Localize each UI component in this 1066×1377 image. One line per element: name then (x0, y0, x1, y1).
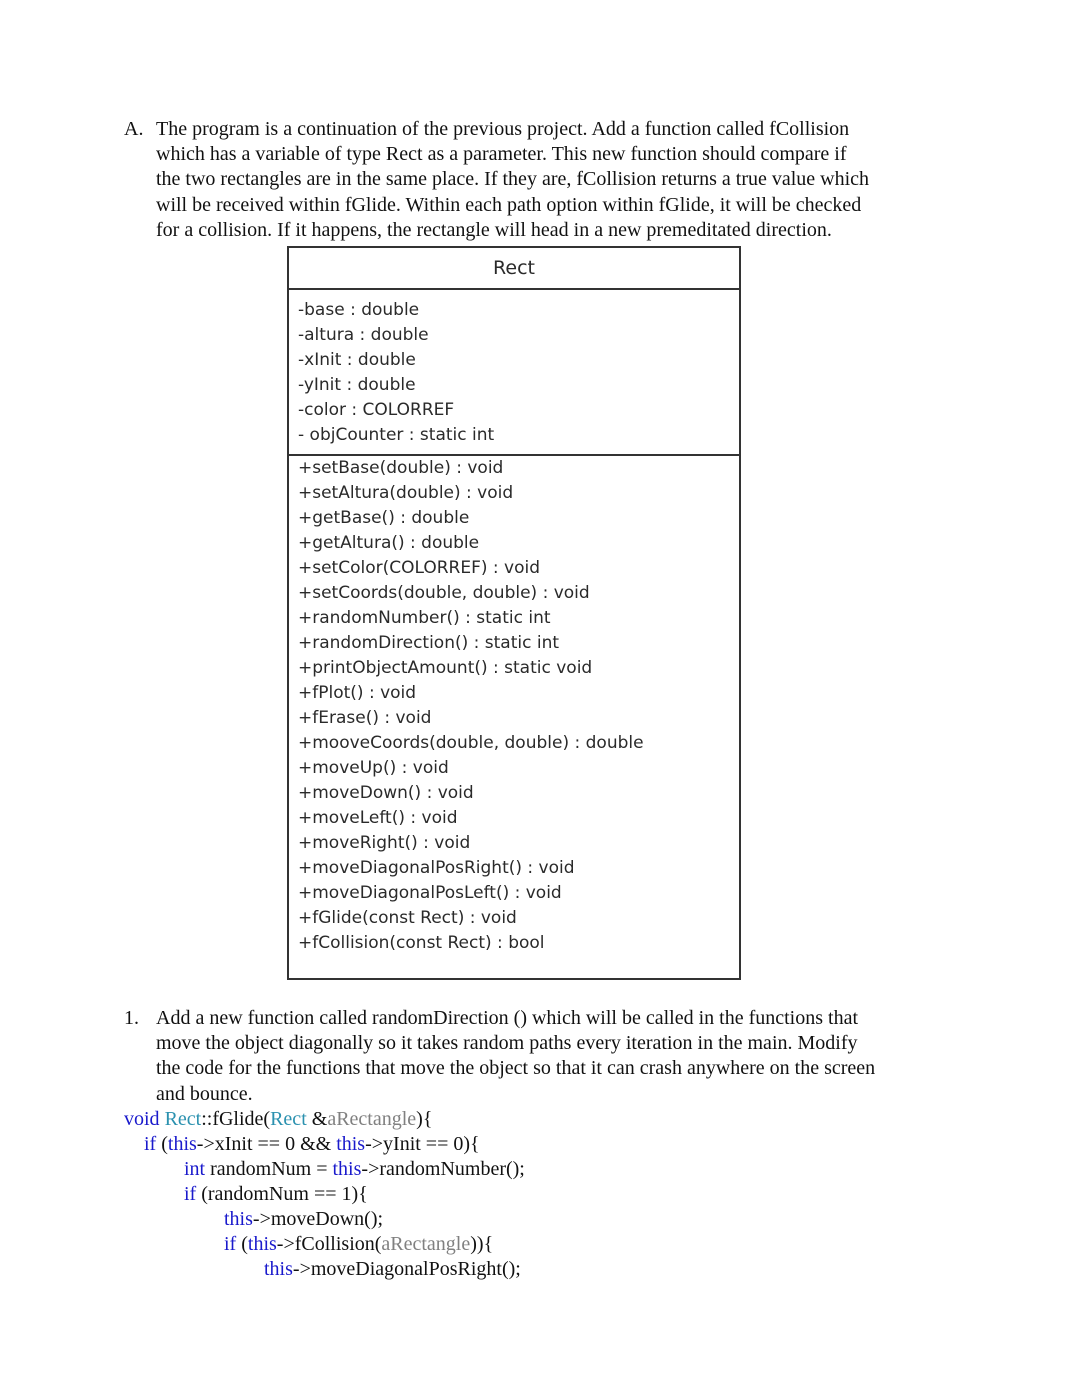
uml-method: +moveDiagonalPosRight() : void (298, 858, 575, 878)
code-text: ( (236, 1233, 248, 1255)
uml-method: +moveDown() : void (298, 783, 474, 803)
code-text: ->moveDiagonalPosRight(); (292, 1258, 521, 1280)
section-a-line: will be received within fGlide. Within each path option within fGlide, it will be checked (156, 193, 862, 216)
code-line (124, 1157, 525, 1182)
code-keyword: this (264, 1258, 293, 1280)
uml-method: +setBase(double) : void (298, 458, 504, 478)
uml-method: +moveRight() : void (298, 833, 471, 853)
code-keyword: int (184, 1158, 206, 1180)
item-1-line: and bounce. (156, 1082, 253, 1105)
uml-attribute: -altura : double (298, 325, 429, 345)
section-a-line: the two rectangles are in the same place. If they are, fCollision returns a true value which (156, 168, 870, 191)
uml-method: +fPlot() : void (298, 683, 417, 703)
uml-method: +fCollision(const Rect) : bool (298, 933, 545, 953)
section-a-marker: A. (124, 118, 144, 140)
uml-method: +moveUp() : void (298, 758, 449, 778)
code-param: aRectangle (327, 1108, 417, 1130)
code-type: Rect (270, 1108, 307, 1130)
item-1-line: move the object diagonally so it takes random paths every iteration in the main. Modify (156, 1032, 858, 1055)
code-indent (124, 1133, 144, 1155)
code-keyword: this (247, 1233, 277, 1255)
uml-method: +setAltura(double) : void (298, 483, 514, 503)
code-line (124, 1132, 525, 1157)
code-text: ( (156, 1133, 168, 1155)
code-text: ->xInit == 0 && (196, 1133, 337, 1155)
code-text: )){ (470, 1233, 494, 1255)
section-a-line: The program is a continuation of the previous project. Add a function called fCollision (156, 118, 850, 140)
code-text: ->yInit == 0){ (365, 1133, 480, 1155)
section-a-line: which has a variable of type Rect as a parameter. This new function should compare if (156, 143, 847, 166)
code-type: Rect (164, 1108, 202, 1130)
uml-class-diagram (287, 246, 741, 980)
uml-attribute: -base : double (298, 300, 420, 320)
uml-method: +fErase() : void (298, 708, 432, 728)
code-line (124, 1207, 525, 1232)
uml-method: +printObjectAmount() : static void (298, 658, 593, 678)
code-text: randomNum = (205, 1158, 333, 1180)
uml-attribute: -color : COLORREF (298, 400, 455, 420)
code-keyword: this (167, 1133, 197, 1155)
uml-attribute: -yInit : double (298, 375, 416, 395)
uml-method: +mooveCoords(double, double) : double (298, 733, 644, 753)
code-keyword: this (224, 1208, 253, 1230)
item-1-line: the code for the functions that move the object so that it can crash anywhere on the screen (156, 1057, 876, 1080)
section-a-line: for a collision. If it happens, the rectangle will head in a new premeditated direction. (156, 218, 832, 241)
uml-method: +setColor(COLORREF) : void (298, 558, 541, 578)
code-keyword: this (336, 1133, 366, 1155)
item-1-text (156, 1006, 956, 1107)
code-line (124, 1182, 525, 1207)
code-listing (124, 1107, 525, 1282)
item-1-marker: 1. (124, 1007, 139, 1029)
code-indent (124, 1208, 224, 1230)
code-keyword: if (224, 1233, 237, 1255)
code-indent (124, 1158, 184, 1180)
code-text: ->fCollision( (276, 1233, 382, 1255)
uml-method: +getBase() : double (298, 508, 470, 528)
uml-method: +moveLeft() : void (298, 808, 458, 828)
section-a-text (156, 117, 956, 243)
uml-class-name: Rect (289, 248, 739, 290)
code-indent (124, 1233, 224, 1255)
code-text: ->randomNumber(); (361, 1158, 525, 1180)
item-1-line: Add a new function called randomDirection () which will be called in the functions that (156, 1007, 859, 1029)
code-text: ->moveDown(); (252, 1208, 384, 1230)
code-keyword: if (144, 1133, 157, 1155)
code-text: ){ (416, 1108, 433, 1130)
code-keyword: this (332, 1158, 362, 1180)
uml-method: +setCoords(double, double) : void (298, 583, 590, 603)
uml-attribute: -xInit : double (298, 350, 416, 370)
code-text: ::fGlide( (201, 1108, 271, 1130)
code-keyword: if (184, 1183, 197, 1205)
uml-method: +fGlide(const Rect) : void (298, 908, 517, 928)
code-line (124, 1257, 525, 1282)
code-line (124, 1232, 525, 1257)
uml-attribute: - objCounter : static int (298, 425, 495, 445)
code-text: (randomNum == 1){ (196, 1183, 368, 1205)
code-indent (124, 1258, 264, 1280)
uml-method: +moveDiagonalPosLeft() : void (298, 883, 562, 903)
code-indent (124, 1183, 184, 1205)
code-text: & (306, 1108, 328, 1130)
uml-method: +getAltura() : double (298, 533, 480, 553)
uml-attributes (289, 290, 739, 456)
code-line (124, 1107, 525, 1132)
uml-method: +randomDirection() : static int (298, 633, 560, 653)
code-keyword: void (124, 1108, 160, 1130)
uml-method: +randomNumber() : static int (298, 608, 551, 628)
code-param: aRectangle (381, 1233, 471, 1255)
uml-methods (289, 456, 739, 956)
